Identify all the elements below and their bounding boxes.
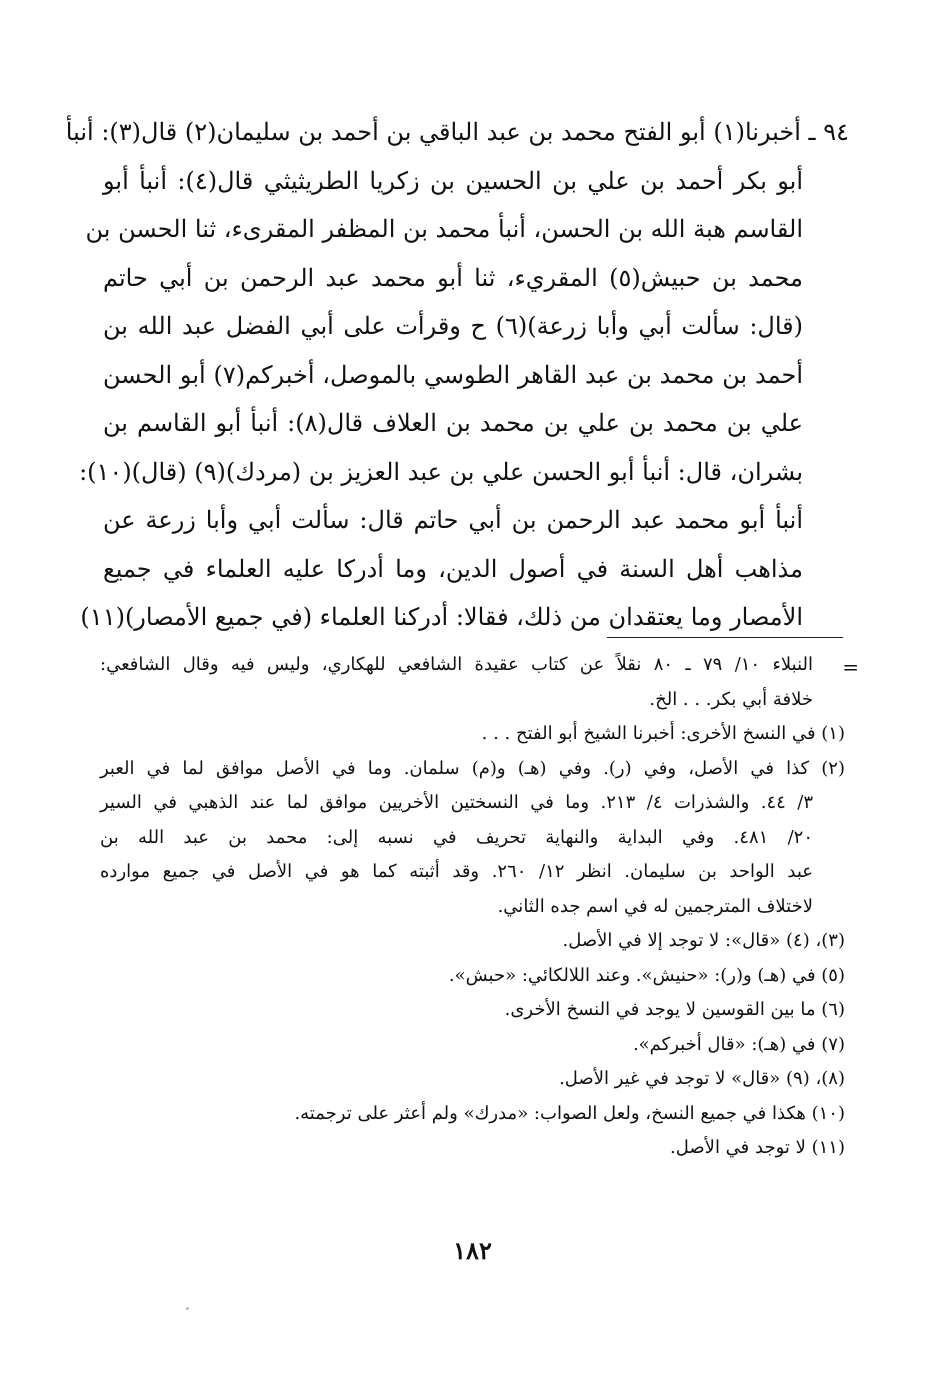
footnote-line: (٨)، (٩) «قال» لا توجد في غير الأصل.	[559, 1068, 845, 1089]
footnote-separator	[607, 637, 843, 638]
main-line: محمد بن حبيش(٥) المقريء، ثنا أبو محمد عبد الرحمن بن أبي حاتم	[103, 263, 804, 292]
footnote-line: (٥) في (هـ) و(ر): «حنيش». وعند اللالكائي: «حبش».	[448, 964, 845, 986]
main-line: بشران، قال: أنبأ أبو الحسن علي بن عبد العزيز بن (مردك)(٩) (قال)(١٠):	[79, 457, 803, 486]
footnote-line: ٢٠/ ٤٨١. وفي البداية والنهاية تحريف في نسبه إلى: محمد بن عبد الله بن	[100, 826, 813, 848]
main-line: القاسم هبة الله بن الحسن، أنبأ محمد بن المظفر المقرىء، ثنا الحسن بن	[85, 215, 803, 243]
footnote-line: (٣)، (٤) «قال»: لا توجد إلا في الأصل.	[562, 930, 845, 951]
main-line: أبو بكر أحمد بن علي بن الحسين بن زكريا الطريثيثي قال(٤): أنبأ أبو	[103, 166, 803, 195]
main-line: (قال: سألت أبي وأبا زرعة)(٦) ح وقرأت على أبي الفضل عبد الله بن	[103, 312, 804, 340]
footnote-line: لاختلاف المترجمين له في اسم جده الثاني.	[497, 895, 813, 917]
footnote-line: (١) في النسخ الأخرى: أخبرنا الشيخ أبو الفتح . . .	[481, 723, 845, 744]
footnote-line: ٣/ ٤٤. والشذرات ٤/ ٢١٣. وما في النسختين الأخريين موافق لما عند الذهبي في السير	[100, 792, 813, 813]
main-line: أحمد بن محمد بن عبد القاهر الطوسي بالموصل، أخبركم(٧) أبو الحسن	[103, 360, 803, 389]
scan-speck	[186, 1307, 189, 1310]
footnote-line: (٦) ما بين القوسين لا يوجد في النسخ الأخرى.	[504, 999, 845, 1020]
footnote-line: عبد الواحد بن سليمان. انظر ١٢/ ٢٦٠. وقد أثبته كما هو في الأصل في جميع موارده	[100, 861, 813, 882]
footnotes-block	[100, 648, 845, 1166]
continuation-mark: =	[842, 655, 859, 679]
main-line: مذاهب أهل السنة في أصول الدين، وما أدركا عليه العلماء في جميع	[103, 554, 804, 583]
footnote-line: النبلاء ١٠/ ٧٩ ـ ٨٠ نقلاً عن كتاب عقيدة الشافعي للهكاري، وليس فيه وقال الشافعي:	[100, 654, 813, 675]
main-line: علي بن محمد بن علي بن محمد بن العلاف قال(٨): أنبأ أبو القاسم بن	[103, 409, 804, 437]
footnote-line: (٧) في (هـ): «قال أخبركم».	[632, 1033, 845, 1055]
page-number: ١٨٢	[453, 1236, 492, 1265]
footnote-line: خلافة أبي بكر. . . الخ.	[649, 688, 813, 710]
main-line: أنبأ أبو محمد عبد الرحمن بن أبي حاتم قال: سألت أبي وأبا زرعة عن	[103, 506, 803, 534]
main-text-block	[65, 108, 849, 642]
main-line: الأمصار وما يعتقدان من ذلك، فقالا: أدركنا العلماء (في جميع الأمصار)(١١)	[80, 603, 803, 631]
footnote-line: (٢) كذا في الأصل، وفي (ر). وفي (هـ) و(م) سلمان. وما في الأصل موافق لما في العبر	[100, 757, 845, 779]
main-line: ٩٤ ـ أخبرنا(١) أبو الفتح محمد بن عبد الباقي بن أحمد بن سليمان(٢) قال(٣): أنبأ	[65, 118, 849, 146]
footnote-line: (١٠) هكذا في جميع النسخ، ولعل الصواب: «مدرك» ولم أعثر على ترجمته.	[294, 1102, 845, 1124]
footnote-line: (١١) لا توجد في الأصل.	[670, 1137, 845, 1158]
